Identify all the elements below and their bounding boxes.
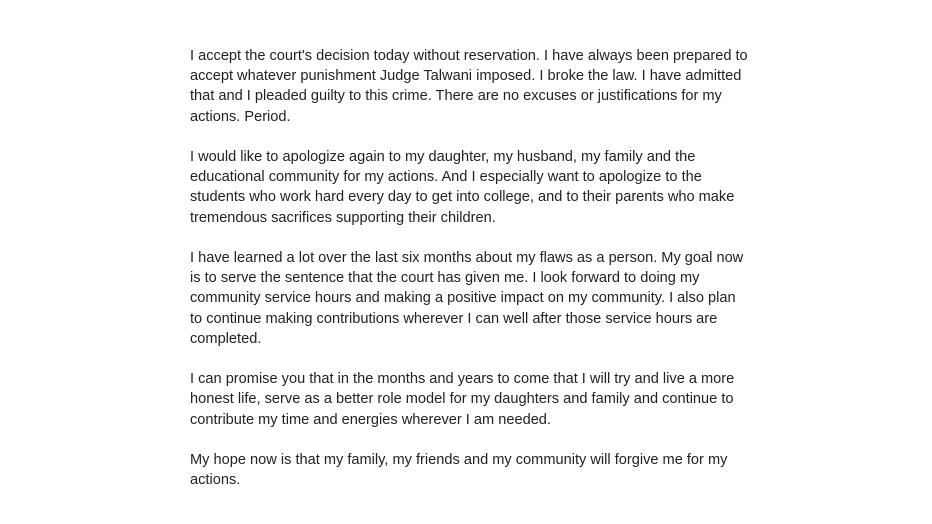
paragraph-2: I would like to apologize again to my daughter, my husband, my family and the educational community for my actions. And I especially want to apologize to the students who work hard every day to get into college, and to their parents who make tremendous sacrifices supporting their children.	[190, 149, 735, 226]
paragraph-3: I have learned a lot over the last six months about my flaws as a person. My goal now is to serve the sentence that the court has given me. I look forward to doing my community service hours and making a positive impact on my community. I also plan to continue making contributions wherever I can well after those service hours are completed.	[190, 250, 744, 347]
paragraph-5: My hope now is that my family, my friends and my community will forgive me for my actions.	[190, 452, 728, 489]
statement-text	[190, 46, 750, 490]
paragraph-1: I accept the court's decision today without reservation. I have always been prepared to accept whatever punishment Judge Talwani imposed. I broke the law. I have admitted that and I pleaded guilty to this crime. There are no excuses or justifications for my actions. Period.	[190, 48, 748, 125]
paragraph-4: I can promise you that in the months and years to come that I will try and live a more honest life, serve as a better role model for my daughters and family and continue to contribute my time and energies wherever I am needed.	[190, 371, 735, 428]
